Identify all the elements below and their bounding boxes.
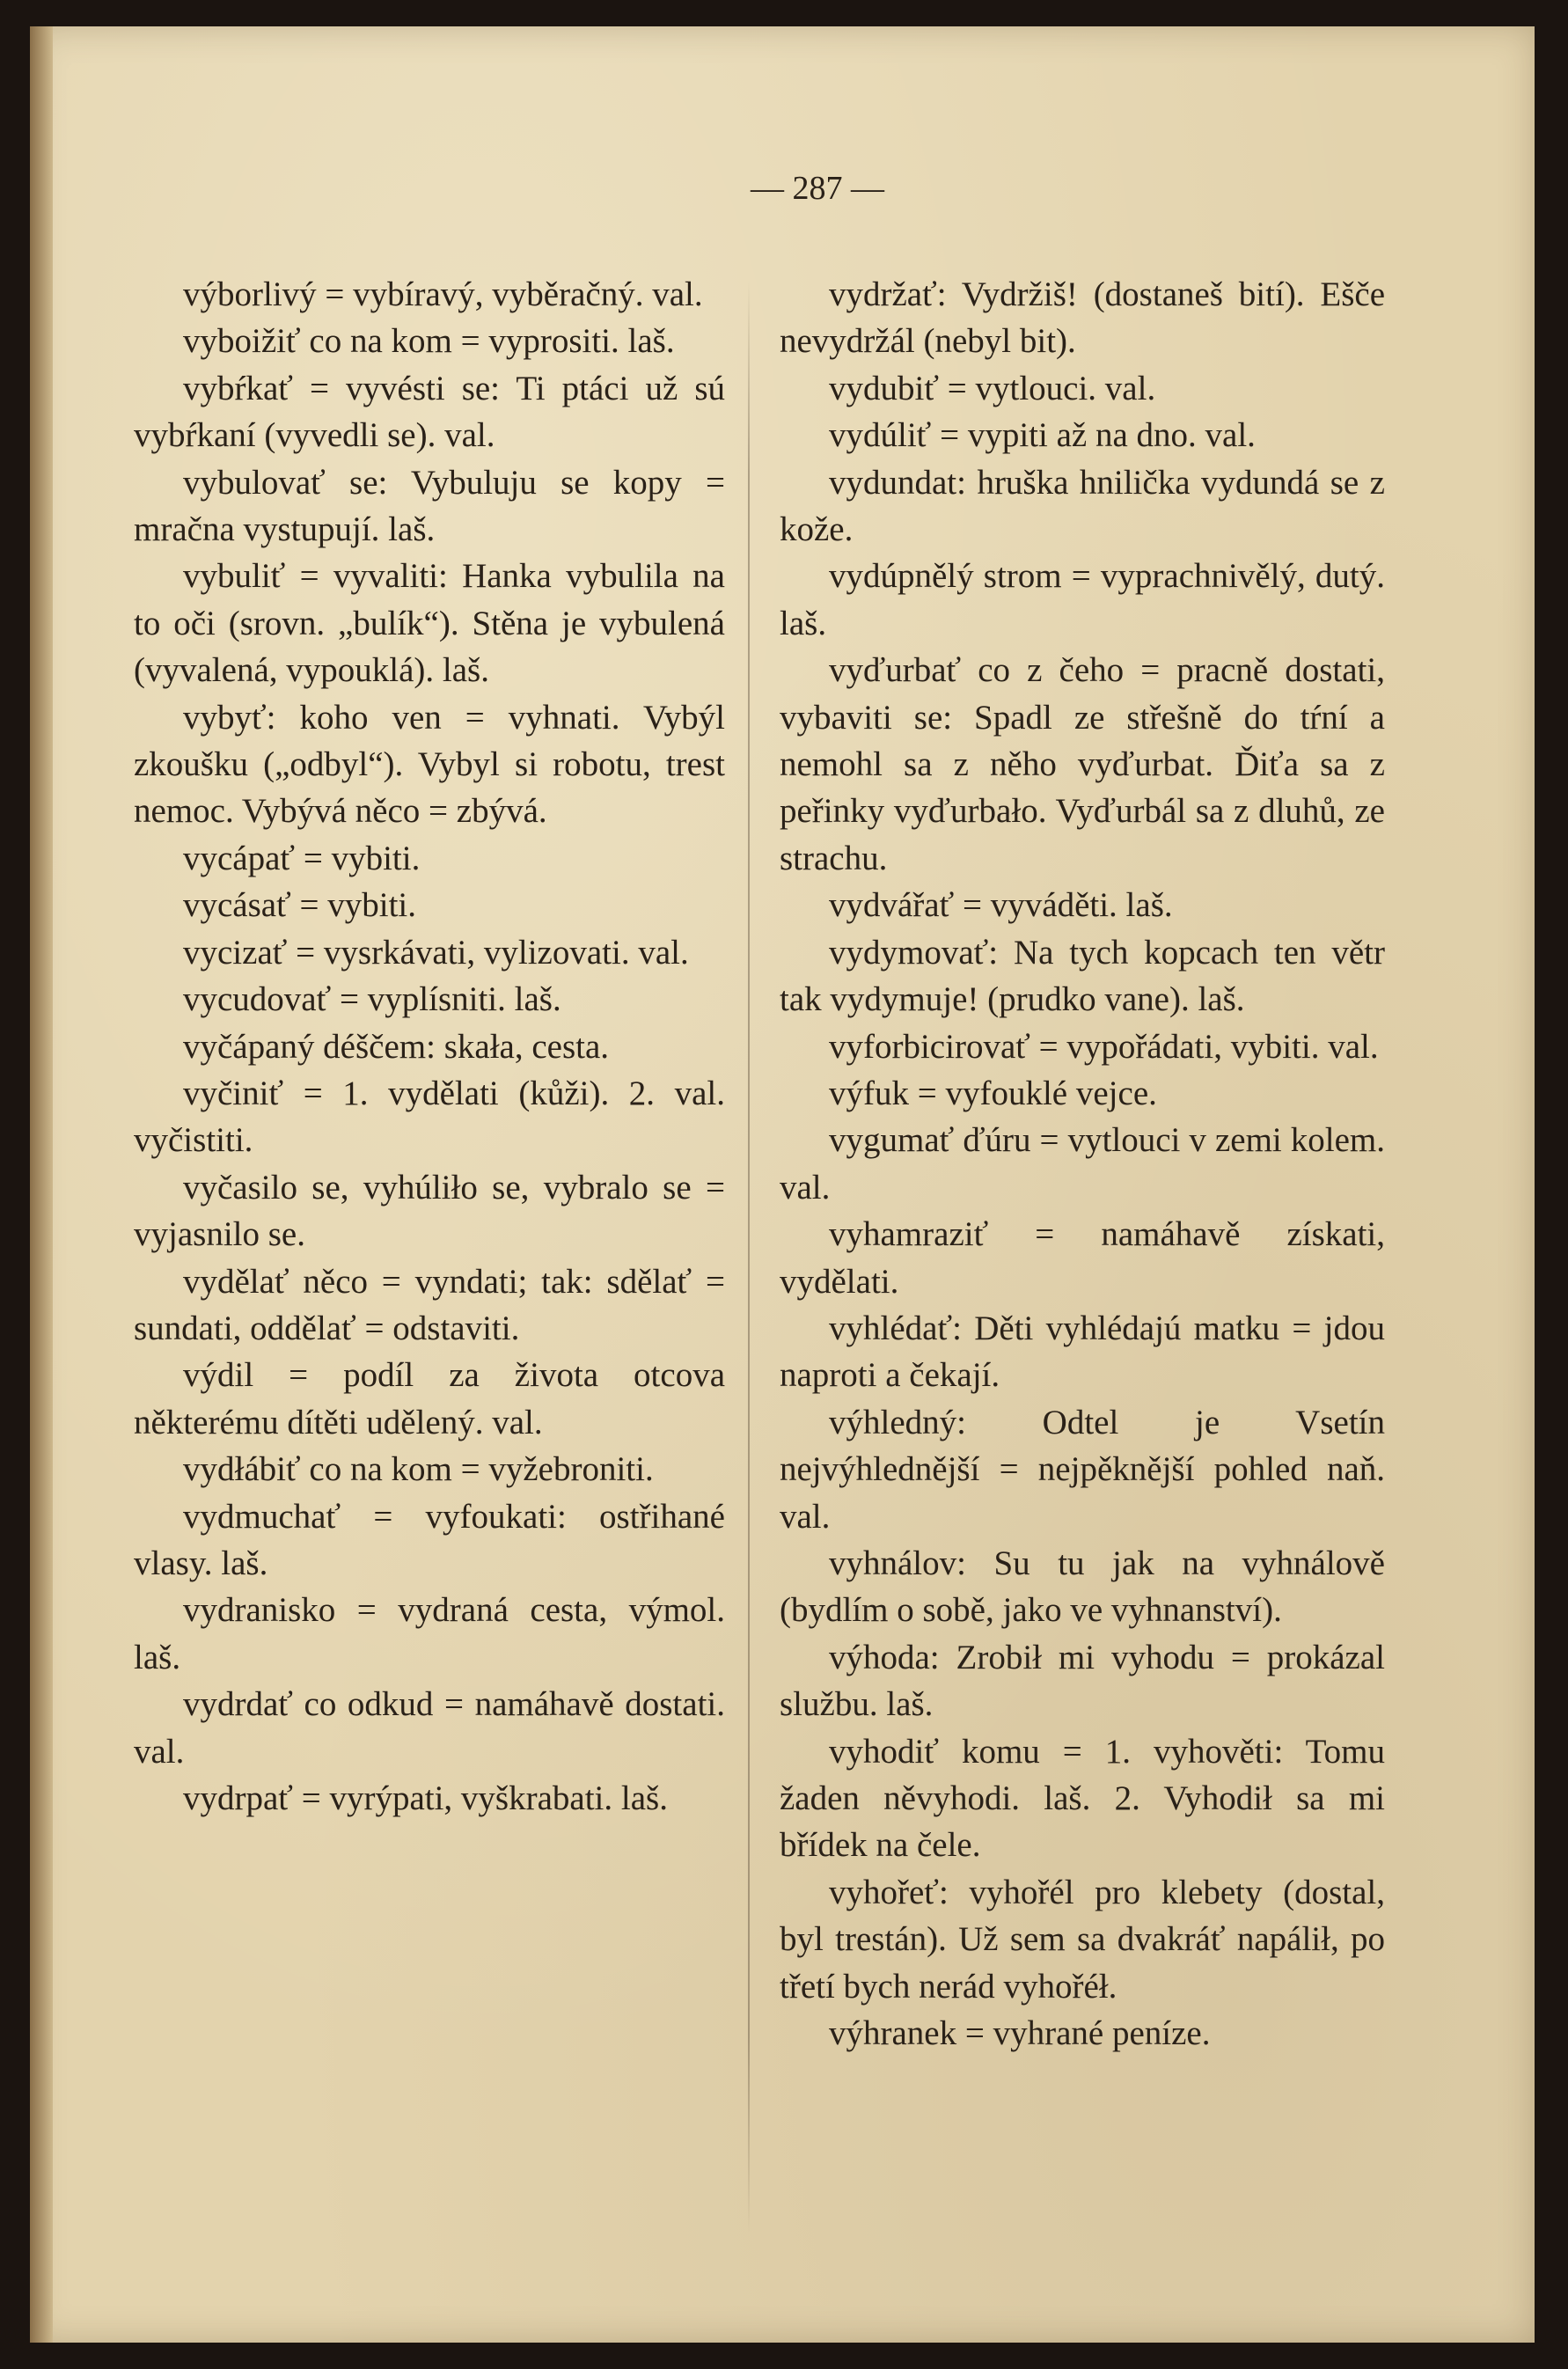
- dictionary-entry: vyhamraziť = namáhavě získati, vydělati.: [780, 1215, 1385, 1301]
- right-column: [780, 271, 1385, 2057]
- dictionary-entry: vyhodiť komu = 1. vyhověti: Tomu žaden něvyhodi. laš. 2. Vyhodił sa mi břídek na čele.: [780, 1732, 1385, 1865]
- dictionary-entry: vyhlédať: Děti vyhlédajú matku = jdou naproti a čekají.: [780, 1309, 1385, 1395]
- dictionary-entry: vyhořeť: vyhořél pro klebety (dostal, byl trestán). Už sem sa dvakráť napálił, po třetí bych nerád vyhořéł.: [780, 1873, 1385, 2006]
- dictionary-entry: vyhnálov: Su tu jak na vyhnálově (bydlím o sobě, jako ve vyhnanství).: [780, 1544, 1385, 1630]
- dictionary-entry: vydrpať = vyrýpati, vyškrabati. laš.: [183, 1779, 668, 1817]
- dictionary-entry: vyboižiť co na kom = vyprositi. laš.: [183, 322, 675, 361]
- dictionary-entry: vycudovať = vyplísniti. laš.: [183, 980, 561, 1019]
- dictionary-entry: vydmuchať = vyfoukati: ostřihané vlasy. laš.: [134, 1497, 725, 1582]
- dictionary-entry: vydúliť = vypiti až na dno. val.: [829, 416, 1256, 455]
- column-divider: [748, 280, 750, 2233]
- dictionary-entry: vydubiť = vytlouci. val.: [829, 369, 1156, 407]
- dictionary-entry: vycásať = vybiti.: [183, 886, 417, 925]
- dictionary-entry: vydržať: Vydržiš! (dostaneš bití). Ešče nevydržál (nebyl bit).: [780, 275, 1385, 361]
- dictionary-entry: výhranek = vyhrané peníze.: [829, 2014, 1211, 2053]
- dictionary-entry: vycápať = vybiti.: [183, 839, 421, 877]
- dictionary-entry: výhledný: Odtel je Vsetín nejvýhlednější = nejpěknější pohled naň. val.: [780, 1403, 1385, 1536]
- dictionary-entry: vydrdať co odkud = namáhavě dostati. val.: [134, 1685, 725, 1771]
- book-page: [30, 26, 1535, 2343]
- dictionary-entry: vybulovať se: Vybuluju se kopy = mračna vystupují. laš.: [134, 463, 725, 549]
- dictionary-entry: vydymovať: Na tych kopcach ten větr tak vydymuje! (prudko vane). laš.: [780, 933, 1385, 1019]
- left-column: [134, 271, 725, 1822]
- dictionary-entry: vyčápaný déščem: skała, cesta.: [183, 1027, 610, 1066]
- page-number: — 287 —: [751, 170, 884, 207]
- dictionary-entry: vybŕkať = vyvésti se: Ti ptáci už sú vybŕkaní (vyvedli se). val.: [134, 369, 725, 455]
- dictionary-entry: vyďurbať co z čeho = pracně dostati, vybaviti se: Spadl ze střešně do tŕní a nemohl sa z něho vyďurbat. Ďiťa sa z peřinky vyďurbało. Vyďurbál sa z dluhů, ze strachu.: [780, 651, 1385, 877]
- dictionary-entry: vydvářať = vyváděti. laš.: [829, 886, 1173, 925]
- dictionary-entry: vyčasilo se, vyhúliło se, vybralo se = vyjasnilo se.: [134, 1168, 725, 1254]
- page-gutter: [30, 26, 53, 2343]
- dictionary-entry: vygumať ďúru = vytlouci v zemi kolem. val.: [780, 1121, 1385, 1207]
- dictionary-entry: výfuk = vyfouklé vejce.: [829, 1074, 1157, 1112]
- dictionary-entry: vydranisko = vydraná cesta, výmol. laš.: [134, 1591, 725, 1676]
- dictionary-entry: vyforbicirovať = vypořádati, vybiti. val.: [829, 1027, 1379, 1066]
- dictionary-entry: vyčiniť = 1. vydělati (kůži). 2. val. vyčistiti.: [134, 1074, 725, 1160]
- dictionary-entry: vycizať = vysrkávati, vylizovati. val.: [183, 933, 689, 972]
- dictionary-entry: výdil = podíl za života otcova některému dítěti udělený. val.: [134, 1356, 725, 1441]
- dictionary-entry: výborlivý = vybíravý, vyběračný. val.: [183, 275, 703, 313]
- dictionary-entry: vydúpnělý strom = vyprachnivělý, dutý. laš.: [780, 557, 1385, 642]
- dictionary-entry: vydłábiť co na kom = vyžebroniti.: [183, 1450, 654, 1489]
- dictionary-entry: vydundat: hruška hnilička vydundá se z kože.: [780, 463, 1385, 549]
- dictionary-entry: vybuliť = vyvaliti: Hanka vybulila na to oči (srovn. „bulík“). Stěna je vybulená (vyvalená, vypouklá). laš.: [134, 557, 725, 690]
- dictionary-entry: vybyť: koho ven = vyhnati. Vybýl zkoušku („odbyl“). Vybyl si robotu, trest nemoc. Vybývá něco = zbývá.: [134, 698, 725, 831]
- dictionary-entry: výhoda: Zrobił mi vyhodu = prokázal službu. laš.: [780, 1638, 1385, 1724]
- dictionary-entry: vydělať něco = vyndati; tak: sdělať = sundati, oddělať = odstaviti.: [134, 1262, 725, 1347]
